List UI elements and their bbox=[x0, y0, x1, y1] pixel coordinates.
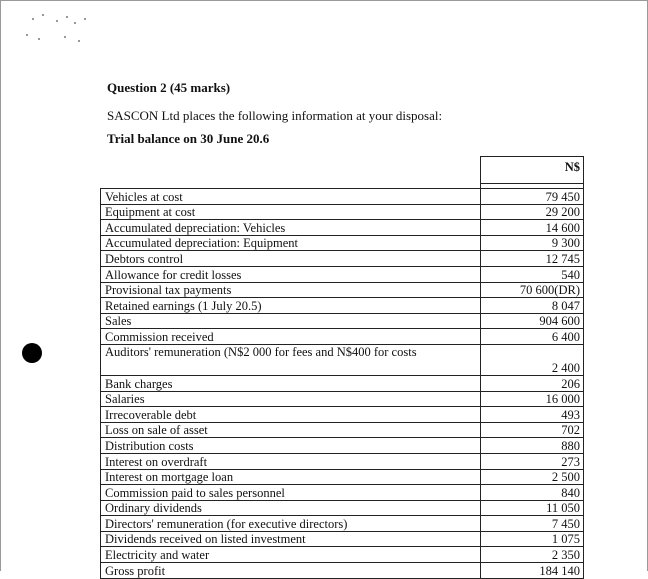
account-label: Irrecoverable debt bbox=[101, 407, 481, 423]
account-amount: 1 075 bbox=[481, 531, 584, 547]
account-amount: 904 600 bbox=[481, 313, 584, 329]
table-row bbox=[101, 391, 584, 407]
account-label: Debtors control bbox=[101, 251, 481, 267]
table-row bbox=[101, 485, 584, 501]
scan-specks bbox=[20, 12, 110, 52]
table-row bbox=[101, 500, 584, 516]
table-row bbox=[101, 531, 584, 547]
account-label: Commission paid to sales personnel bbox=[101, 485, 481, 501]
table-row bbox=[101, 251, 584, 267]
table-header-row bbox=[101, 157, 584, 184]
account-amount: 14 600 bbox=[481, 220, 584, 236]
account-label: Ordinary dividends bbox=[101, 500, 481, 516]
account-label: Loss on sale of asset bbox=[101, 422, 481, 438]
account-amount: 8 047 bbox=[481, 298, 584, 314]
trial-balance-table bbox=[100, 156, 584, 579]
currency-header: N$ bbox=[481, 157, 584, 184]
account-label: Dividends received on listed investment bbox=[101, 531, 481, 547]
table-row bbox=[101, 329, 584, 345]
account-label: Gross profit bbox=[101, 563, 481, 579]
table-row bbox=[101, 547, 584, 563]
account-amount: 2 400 bbox=[481, 344, 584, 375]
account-label: Interest on mortgage loan bbox=[101, 469, 481, 485]
account-label: Auditors' remuneration (N$2 000 for fees and N$400 for costs bbox=[101, 344, 481, 375]
table-row bbox=[101, 453, 584, 469]
account-label: Commission received bbox=[101, 329, 481, 345]
punch-hole bbox=[22, 343, 42, 363]
account-amount: 840 bbox=[481, 485, 584, 501]
account-label: Provisional tax payments bbox=[101, 282, 481, 298]
account-label: Allowance for credit losses bbox=[101, 266, 481, 282]
intro-text: SASCON Ltd places the following information at your disposal: bbox=[107, 108, 443, 123]
account-label: Retained earnings (1 July 20.5) bbox=[101, 298, 481, 314]
table-row bbox=[101, 189, 584, 205]
table-row bbox=[101, 298, 584, 314]
account-amount: 493 bbox=[481, 407, 584, 423]
account-amount: 2 500 bbox=[481, 469, 584, 485]
table-row bbox=[101, 469, 584, 485]
account-amount: 11 050 bbox=[481, 500, 584, 516]
account-label: Interest on overdraft bbox=[101, 453, 481, 469]
account-amount: 2 350 bbox=[481, 547, 584, 563]
account-label: Bank charges bbox=[101, 375, 481, 391]
account-amount: 206 bbox=[481, 375, 584, 391]
account-amount: 540 bbox=[481, 266, 584, 282]
trial-balance-title: Trial balance on 30 June 20.6 bbox=[107, 131, 270, 146]
account-label: Accumulated depreciation: Equipment bbox=[101, 235, 481, 251]
header-blank-cell bbox=[101, 157, 481, 184]
account-label: Equipment at cost bbox=[101, 204, 481, 220]
table-row bbox=[101, 422, 584, 438]
table-row bbox=[101, 563, 584, 579]
table-row bbox=[101, 516, 584, 532]
table-row bbox=[101, 313, 584, 329]
table-row bbox=[101, 266, 584, 282]
account-amount: 702 bbox=[481, 422, 584, 438]
table-row bbox=[101, 344, 584, 375]
account-amount: 273 bbox=[481, 453, 584, 469]
table-row bbox=[101, 407, 584, 423]
account-label: Electricity and water bbox=[101, 547, 481, 563]
account-amount: 880 bbox=[481, 438, 584, 454]
account-amount: 184 140 bbox=[481, 563, 584, 579]
question-title: Question 2 (45 marks) bbox=[107, 80, 231, 95]
account-amount: 9 300 bbox=[481, 235, 584, 251]
account-amount: 7 450 bbox=[481, 516, 584, 532]
table-row bbox=[101, 282, 584, 298]
table-row bbox=[101, 438, 584, 454]
account-label: Sales bbox=[101, 313, 481, 329]
table-row bbox=[101, 204, 584, 220]
account-label: Vehicles at cost bbox=[101, 189, 481, 205]
account-amount: 79 450 bbox=[481, 189, 584, 205]
account-label: Salaries bbox=[101, 391, 481, 407]
account-amount: 6 400 bbox=[481, 329, 584, 345]
account-label: Accumulated depreciation: Vehicles bbox=[101, 220, 481, 236]
account-amount: 12 745 bbox=[481, 251, 584, 267]
account-amount: 29 200 bbox=[481, 204, 584, 220]
table-row bbox=[101, 235, 584, 251]
account-amount: 16 000 bbox=[481, 391, 584, 407]
table-row bbox=[101, 375, 584, 391]
account-label: Directors' remuneration (for executive directors) bbox=[101, 516, 481, 532]
table-row bbox=[101, 220, 584, 236]
account-label: Distribution costs bbox=[101, 438, 481, 454]
account-amount: 70 600(DR) bbox=[481, 282, 584, 298]
